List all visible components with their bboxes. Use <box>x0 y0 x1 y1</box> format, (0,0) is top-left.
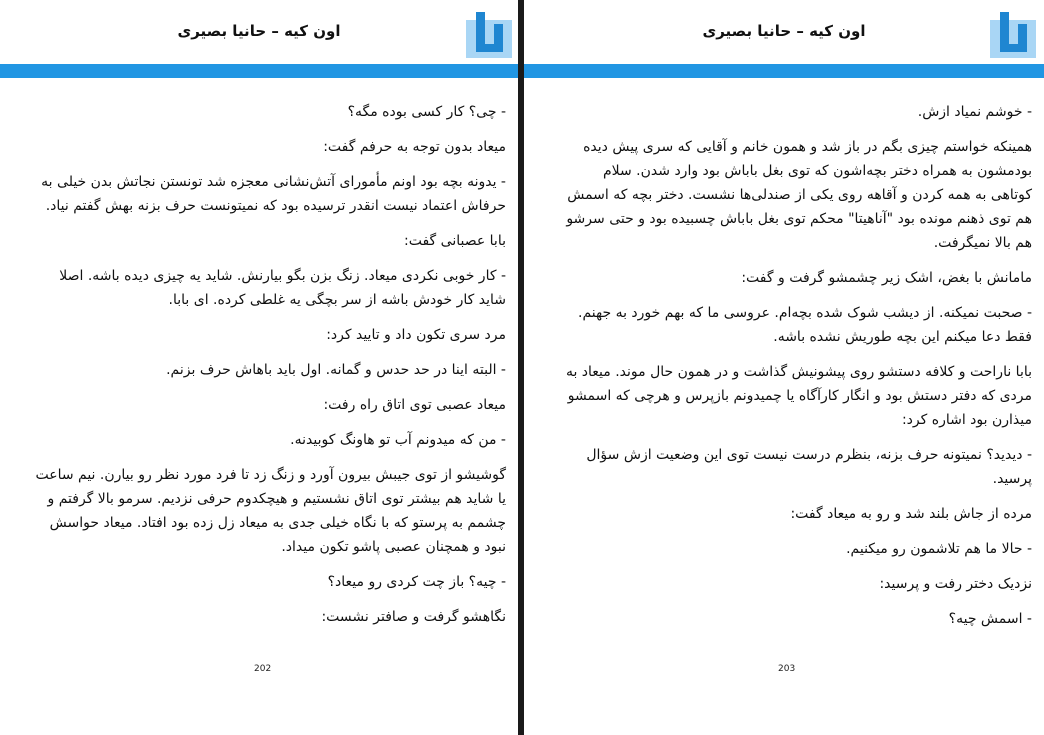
book-title: اون کیه – حانیا بصیری <box>702 22 866 40</box>
paragraph: - چی؟ کار کسی بوده مگه؟ <box>347 104 506 120</box>
left-page <box>0 0 518 735</box>
paragraph: بابا ناراحت و کلافه دستشو روی پیشونیش گذاشت و در همون حال موند. میعاد به مردی که دفتر دستش بود و انگار کارآگاه یا چمیدونم بازپرس و هرچی که اسمشو میذارن بود اشاره کرد: <box>565 364 1032 428</box>
paragraph: مامانش با بغض، اشک زیر چشمشو گرفت و گفت: <box>741 270 1032 286</box>
page-header <box>0 0 518 64</box>
paragraph: - یدونه بچه بود اونم مأمورای آتش‌نشانی معجزه شد تونستن نجاتش بدن خیلی به حرفاش اعتماد نیست انقدر ترسیده بود که نمیتونست حرف بزنه بهش گفتم نیاد. <box>41 174 506 214</box>
right-page <box>524 0 1044 735</box>
paragraph: میعاد عصبی توی اتاق راه رفت: <box>323 397 506 413</box>
paragraph: - من که میدونم آب تو هاونگ کوبیدنه. <box>290 432 506 448</box>
paragraph: گوشیشو از توی جیبش بیرون آورد و زنگ زد تا فرد مورد نظر رو بیارن. نیم ساعت یا شاید هم بیشتر توی اتاق نشستیم و هیچکدوم حرفی نزدیم. سرمو بالا گرفتم و چشمم به پرستو که با نگاه خیلی جدی به میعاد زل زده بود افتاد. میعاد حواسش نبود و همچنان عصبی پاشو تکون میداد. <box>35 467 506 555</box>
page-header <box>524 0 1044 64</box>
paragraph: - دیدید؟ نمیتونه حرف بزنه، بنظرم درست نیست توی این وضعیت ازش سؤال پرسید. <box>586 447 1032 487</box>
paragraph: میعاد بدون توجه به حرفم گفت: <box>323 139 506 155</box>
page-number: 203 <box>778 664 796 674</box>
paragraph: مرده از جاش بلند شد و رو به میعاد گفت: <box>790 506 1032 522</box>
book-logo-icon <box>990 12 1036 58</box>
page-number: 202 <box>254 664 272 674</box>
paragraph: - اسمش چیه؟ <box>948 611 1032 627</box>
page-body <box>34 100 506 640</box>
paragraph: - چیه؟ باز چت کردی رو میعاد؟ <box>327 574 506 590</box>
paragraph: - خوشم نمیاد ازش. <box>917 104 1032 120</box>
paragraph: - حالا ما هم تلاشمون رو میکنیم. <box>846 541 1032 557</box>
paragraph: - صحبت نمیکنه. از دیشب شوک شده بچه‌ام. عروسی ما که بهم خورد به جهنم. فقط دعا میکنم این بچه طوریش نشده باشه. <box>578 305 1032 345</box>
page-body <box>558 100 1032 642</box>
paragraph: - البته اینا در حد حدس و گمانه. اول باید باهاش حرف بزنم. <box>166 362 506 378</box>
paragraph: نگاهشو گرفت و صافتر نشست: <box>321 609 506 625</box>
book-logo-icon <box>466 12 512 58</box>
book-title: اون کیه – حانیا بصیری <box>177 22 341 40</box>
paragraph: مرد سری تکون داد و تایید کرد: <box>326 327 506 343</box>
paragraph: - کار خوبی نکردی میعاد. زنگ بزن بگو بیارنش. شاید یه چیزی دیده باشه. اصلا شاید کار خودش باشه از سر بچگی یه غلطی کرده. ای بابا. <box>59 268 506 308</box>
paragraph: همینکه خواستم چیزی بگم در باز شد و همون خانم و آقایی که سری پیش دیده بودمشون به همراه دختر بچه‌اشون که توی بغل باباش بود وارد شدن. سلام کوتاهی به همه کردن و آقاهه روی یکی از صندلی‌ها نشست. دختر بچه که اسمش هم توی ذهنم مونده بود "آناهیتا" محکم توی بغل باباش چسبیده بود و حتی سرشو هم بالا نمیگرفت. <box>566 139 1032 251</box>
paragraph: نزدیک دختر رفت و پرسید: <box>879 576 1032 592</box>
header-accent-bar <box>524 64 1044 78</box>
paragraph: بابا عصبانی گفت: <box>404 233 506 249</box>
header-accent-bar <box>0 64 518 78</box>
